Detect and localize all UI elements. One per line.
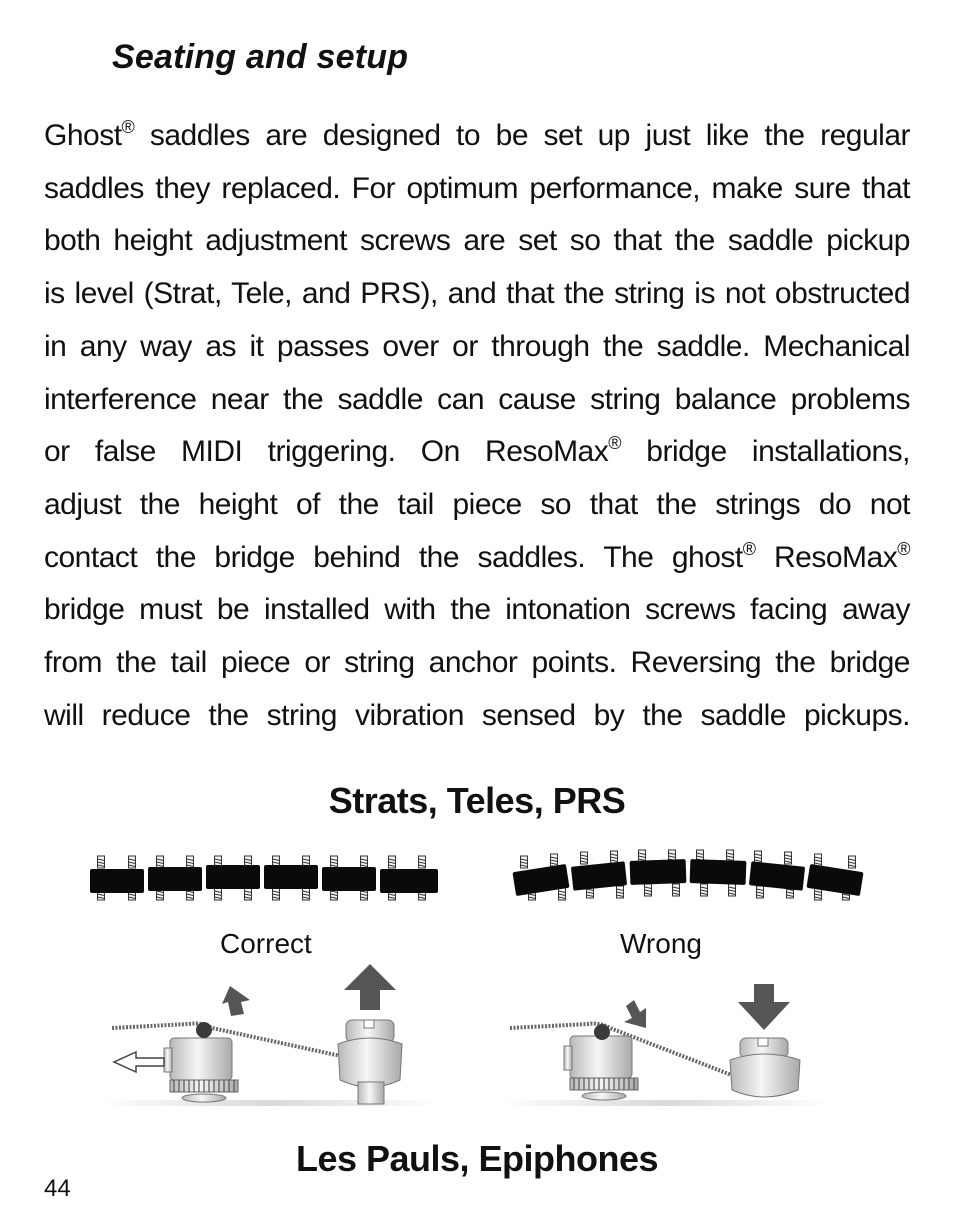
strats-teles-prs-title: Strats, Teles, PRS bbox=[328, 780, 626, 821]
paragraph-line: in any way as it passes over or through the saddle. Mechanical bbox=[44, 329, 910, 363]
saddle-body bbox=[164, 1022, 238, 1102]
screw-row-top bbox=[98, 856, 426, 868]
down-arrow-large bbox=[738, 984, 790, 1030]
paragraph-line: or false MIDI triggering. On ResoMax® bridge installations, bbox=[44, 433, 910, 469]
paragraph-line: saddles they replaced. For optimum performance, make sure that bbox=[44, 171, 910, 205]
up-arrow-small bbox=[222, 986, 250, 1016]
saddles-level-correct-figure bbox=[86, 850, 446, 904]
screw-row-top bbox=[521, 850, 856, 868]
page-number: 44 bbox=[44, 1175, 71, 1202]
ground-shadow bbox=[500, 1100, 830, 1106]
down-arrow-small bbox=[624, 1000, 646, 1028]
section-heading: Seating and setup bbox=[112, 38, 409, 76]
paragraph-line: bridge must be installed with the intonation screws facing away bbox=[44, 593, 910, 627]
saddles-tilted-wrong-figure bbox=[508, 848, 870, 908]
saddle-blocks bbox=[90, 865, 438, 893]
height-post bbox=[338, 1020, 402, 1104]
screw-row-bottom bbox=[98, 888, 426, 900]
bridge-correct-illustration bbox=[100, 962, 440, 1110]
paragraph-line: will reduce the string vibration sensed by the saddle pickups. bbox=[44, 698, 910, 732]
ground-shadow bbox=[100, 1100, 440, 1106]
paragraph-line: interference near the saddle can cause string balance problems bbox=[44, 382, 910, 416]
body-paragraph bbox=[44, 110, 910, 742]
paragraph-line: is level (Strat, Tele, and PRS), and that the string is not obstructed bbox=[44, 277, 910, 311]
paragraph-line: both height adjustment screws are set so that the saddle pickup bbox=[44, 224, 910, 258]
les-pauls-epiphones-title: Les Pauls, Epiphones bbox=[295, 1138, 659, 1179]
left-outline-arrow bbox=[114, 1052, 164, 1072]
height-post bbox=[730, 1038, 800, 1097]
bridge-wrong-illustration bbox=[500, 984, 830, 1110]
caption-correct: Correct bbox=[220, 928, 312, 959]
up-arrow-large bbox=[344, 964, 396, 1010]
paragraph-line: Ghost® saddles are designed to be set up just like the regular bbox=[44, 117, 910, 152]
caption-wrong: Wrong bbox=[620, 928, 702, 959]
paragraph-line: contact the bridge behind the saddles. The ghost® ResoMax® bbox=[44, 538, 910, 574]
paragraph-line: adjust the height of the tail piece so that the strings do not bbox=[44, 487, 910, 521]
paragraph-line: from the tail piece or string anchor points. Reversing the bridge bbox=[44, 646, 910, 680]
